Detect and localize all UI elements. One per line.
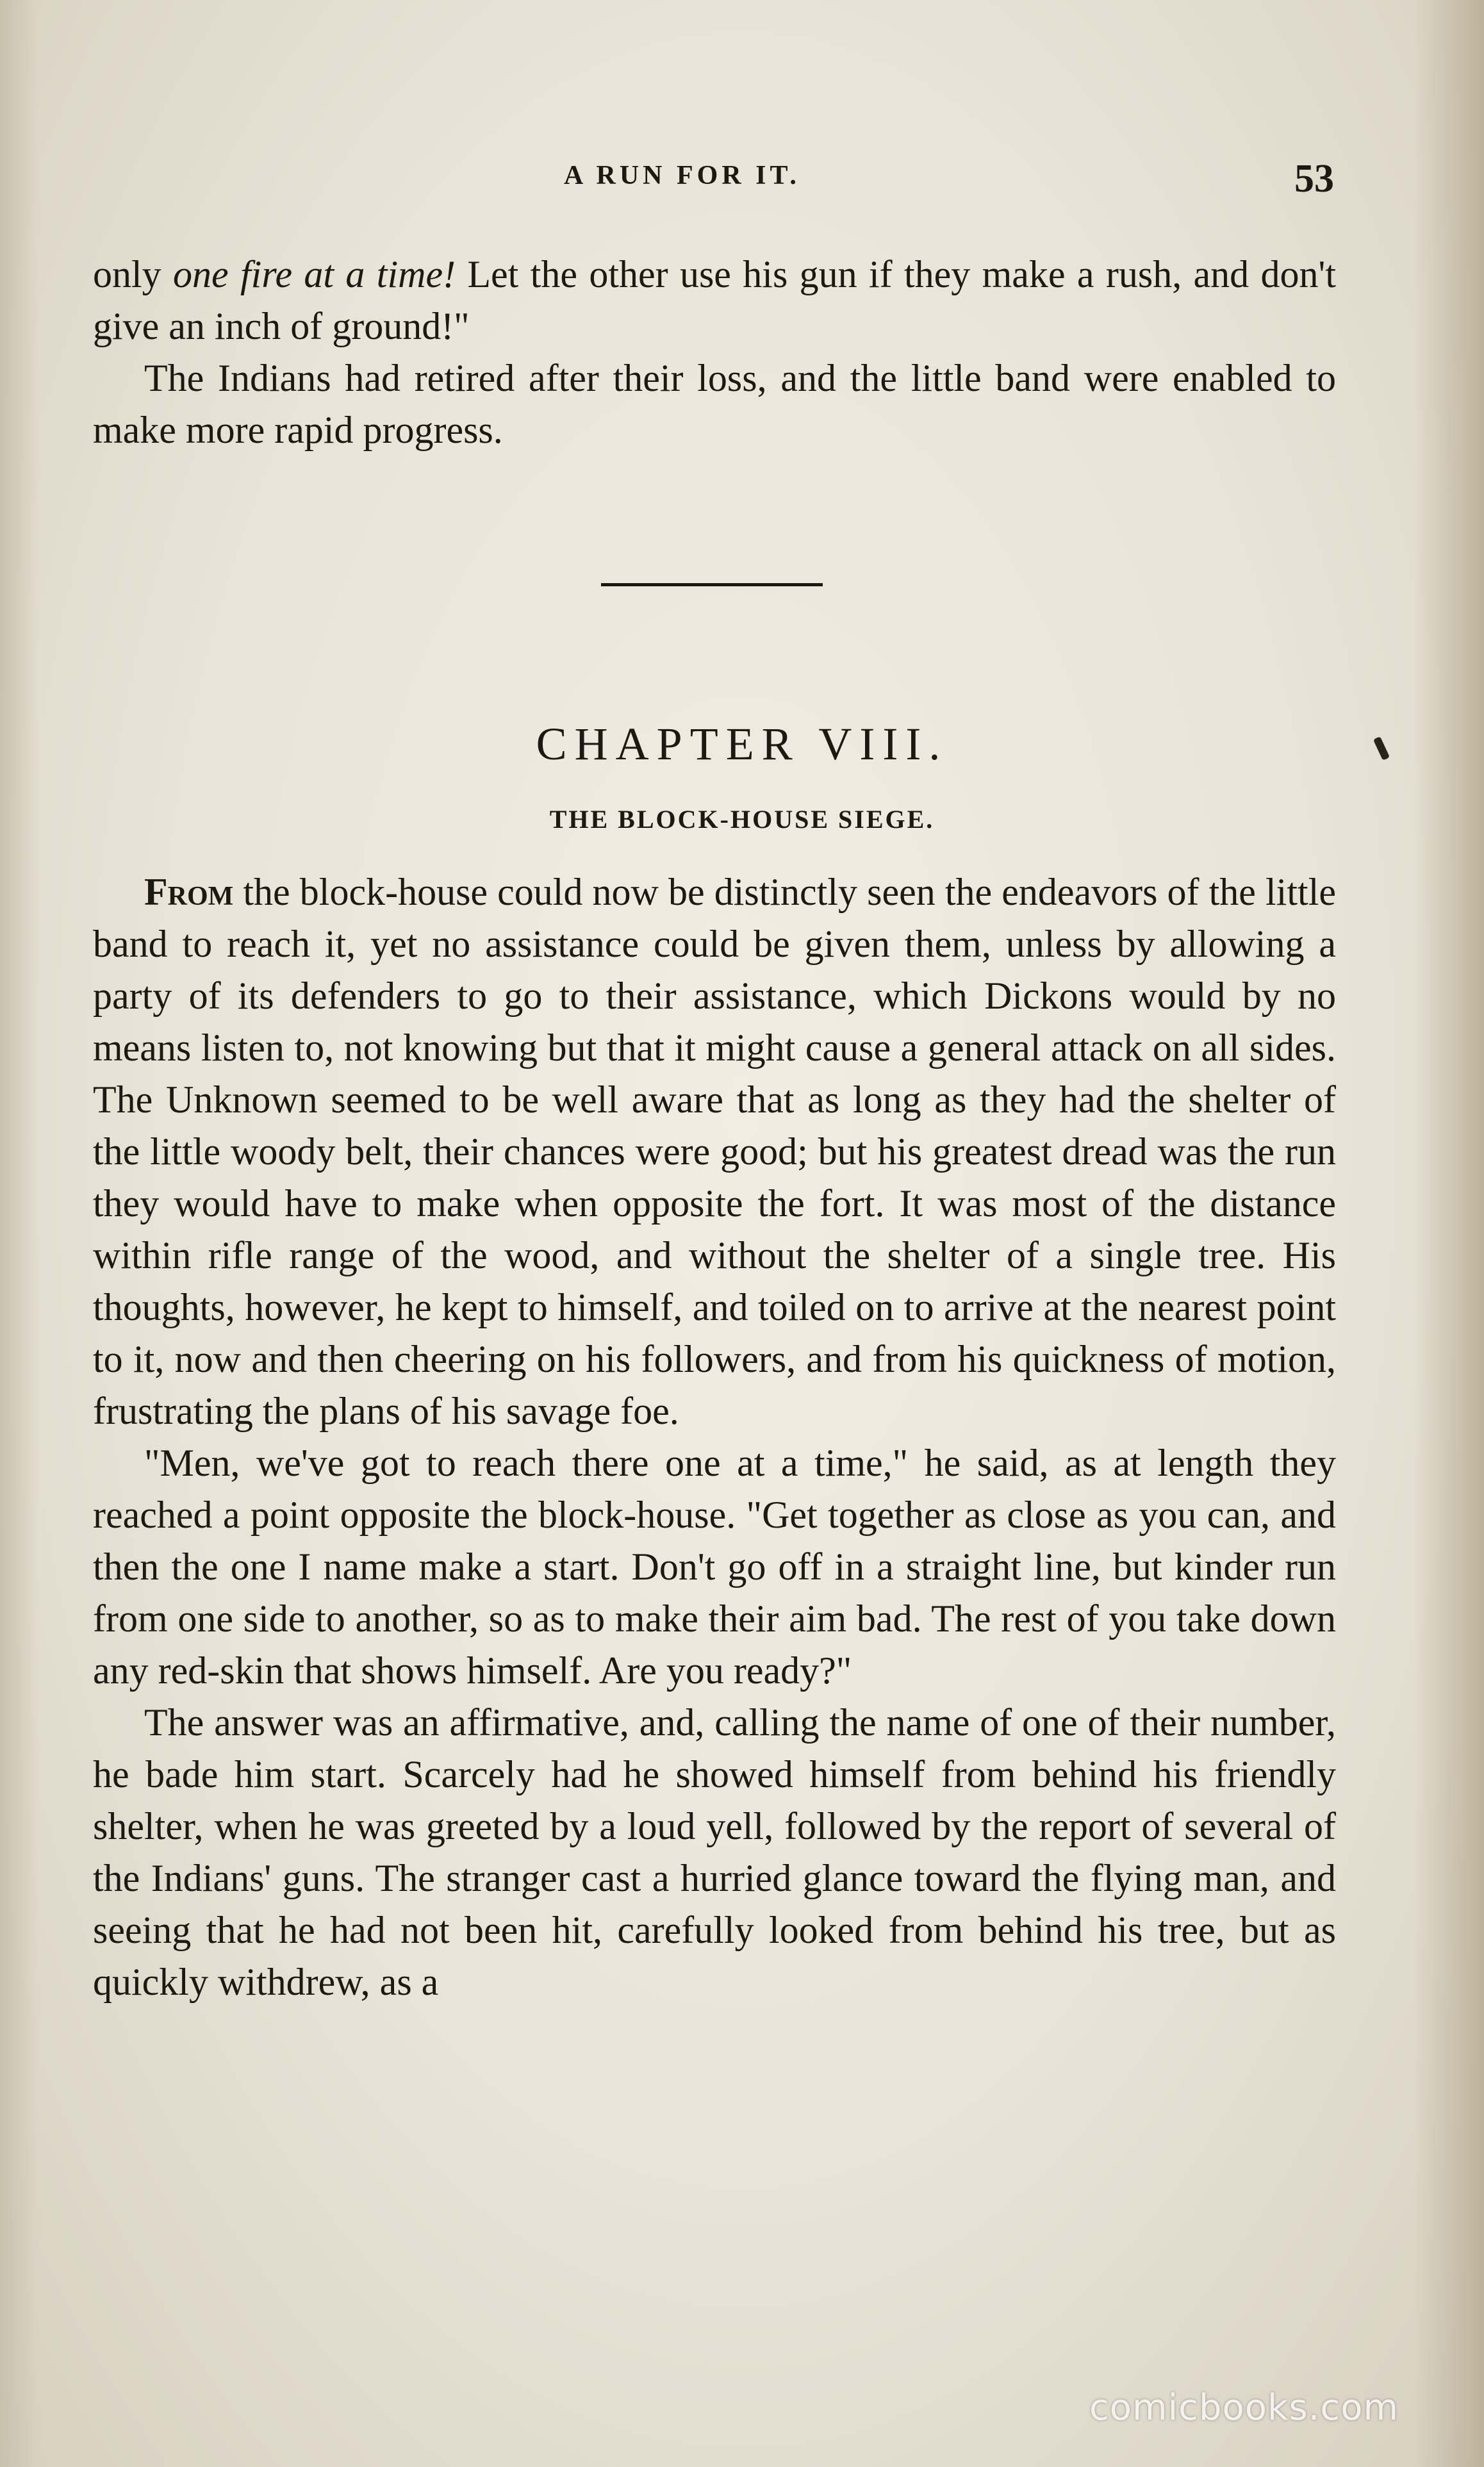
continued-paragraph	[93, 249, 1336, 352]
watermark: comicbooks.com	[1089, 2387, 1399, 2429]
paragraph	[93, 866, 1336, 1437]
text-run: only	[93, 253, 174, 295]
chapter-body	[93, 866, 1336, 2008]
chapter-subtitle: THE BLOCK-HOUSE SIEGE.	[549, 805, 935, 834]
running-title: A RUN FOR IT.	[564, 161, 800, 190]
text-run: the block-house could now be distinctly seen the endeavors of the little band to reach it, yet no assistance could be given them, unless by allowing a party of its defenders to go to their assistance, which Dickons would by no means listen to, not knowing but that it might cause a general attack on all sides. The Unknown seemed to be well aware that as long as they had the shelter of the little woody belt, their chances were good; but his greatest dread was the run they would have to make when opposite the fort. It was most of the distance within rifle range of the wood, and without the shelter of a single tree. His thoughts, however, he kept to himself, and toiled on to arrive at the nearest point to it, now and then cheering on his followers, and from his quickness of motion, frustrating the plans of his savage foe.	[93, 871, 1336, 1432]
section-divider	[601, 583, 823, 586]
text-run: Let the other use his gun if they make a rush, and don't give an inch of ground!"	[93, 253, 1336, 347]
page-edge-shadow-right	[1414, 0, 1484, 2467]
page-number: 53	[1294, 157, 1334, 201]
paragraph: The answer was an affirmative, and, calling the name of one of their number, he bade him start. Scarcely had he showed himself from behind his friendly shelter, when he was greeted by a loud yell, followed by the report of several of the Indians' guns. The stranger cast a hurried glance toward the flying man, and seeing that he had not been hit, carefully looked from behind his tree, but as quickly withdrew, as a	[93, 1701, 1336, 2003]
running-head	[0, 157, 1484, 201]
paragraph: "Men, we've got to reach there one at a time," he said, as at length they reached a point opposite the block-house. "Get together as close as you can, and then the one I name make a start. Don't go off in a straight line, but kinder run from one side to another, so as to make their aim bad. The rest of you take down any red-skin that shows himself. Are you ready?"	[93, 1442, 1336, 1692]
chapter-title: CHAPTER VIII.	[536, 718, 948, 770]
lead-word: From	[144, 871, 234, 913]
page-edge-shadow-left	[0, 0, 38, 2467]
italic-text: one fire at a time!	[173, 253, 456, 295]
opening-text	[93, 249, 1336, 456]
paragraph: The Indians had retired after their loss, and the little band were enabled to make more rapid progress.	[93, 357, 1336, 451]
